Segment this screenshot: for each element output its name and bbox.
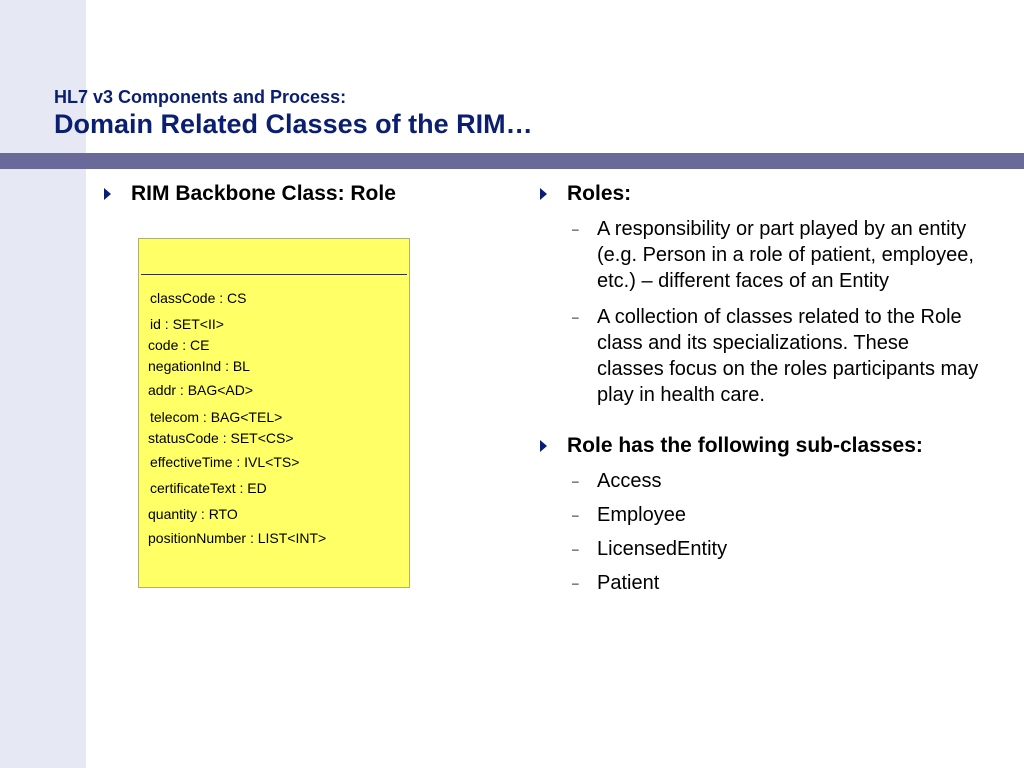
bullet-arrow-icon — [540, 188, 547, 200]
sub-bullet-text: LicensedEntity — [597, 538, 728, 560]
uml-attribute: addr : BAG<AD> — [148, 382, 254, 398]
uml-attribute: certificateText : ED — [150, 480, 267, 496]
uml-attribute: negationInd : BL — [148, 358, 250, 374]
sub-bullet-text: Employee — [597, 504, 686, 526]
sub-bullet — [572, 216, 980, 294]
bullet-arrow-icon — [540, 440, 547, 452]
uml-attribute: telecom : BAG<TEL> — [150, 409, 283, 425]
uml-attribute: classCode : CS — [150, 290, 247, 306]
sub-bullet-text: Access — [597, 470, 662, 492]
sub-bullet-text: A collection of classes related to the Role class and its specializations. These classes focus on the roles participants may play in health care. — [597, 306, 979, 406]
slide-supertitle: HL7 v3 Components and Process: — [54, 87, 347, 107]
sub-bullet — [572, 536, 980, 562]
sub-bullet — [572, 468, 980, 494]
uml-attribute: positionNumber : LIST<INT> — [148, 530, 327, 546]
sub-bullet — [572, 502, 980, 528]
uml-attribute: effectiveTime : IVL<TS> — [150, 454, 300, 470]
bullet-roles — [540, 180, 980, 208]
right-column — [540, 180, 980, 596]
dash-marker: – — [572, 542, 579, 556]
title-divider-bar — [0, 153, 1024, 169]
bullet-rim-backbone — [104, 180, 484, 208]
title-block — [54, 86, 533, 140]
uml-attribute: id : SET<II> — [150, 316, 224, 332]
bullet-text: Role has the following sub-classes: — [567, 434, 923, 457]
sub-bullet — [572, 570, 980, 596]
dash-marker: – — [572, 576, 579, 590]
dash-marker: – — [572, 508, 579, 522]
dash-marker: – — [572, 474, 579, 488]
uml-name-divider — [141, 274, 407, 275]
dash-marker: – — [572, 222, 579, 236]
uml-class-box — [138, 238, 410, 588]
bullet-subclasses — [540, 432, 980, 460]
left-column — [104, 180, 484, 208]
bullet-text: RIM Backbone Class: Role — [131, 182, 396, 205]
bullet-arrow-icon — [104, 188, 111, 200]
sub-bullet — [572, 304, 980, 408]
sub-bullet-text: A responsibility or part played by an entity (e.g. Person in a role of patient, employee, etc.) – different faces of an Entity — [597, 218, 974, 292]
bullet-text: Roles: — [567, 182, 632, 205]
uml-attribute: quantity : RTO — [148, 506, 238, 522]
uml-attribute: code : CE — [148, 337, 210, 353]
uml-attribute: statusCode : SET<CS> — [148, 430, 294, 446]
sub-bullet-text: Patient — [597, 572, 660, 594]
dash-marker: – — [572, 310, 579, 324]
slide-title: Domain Related Classes of the RIM… — [54, 109, 533, 139]
